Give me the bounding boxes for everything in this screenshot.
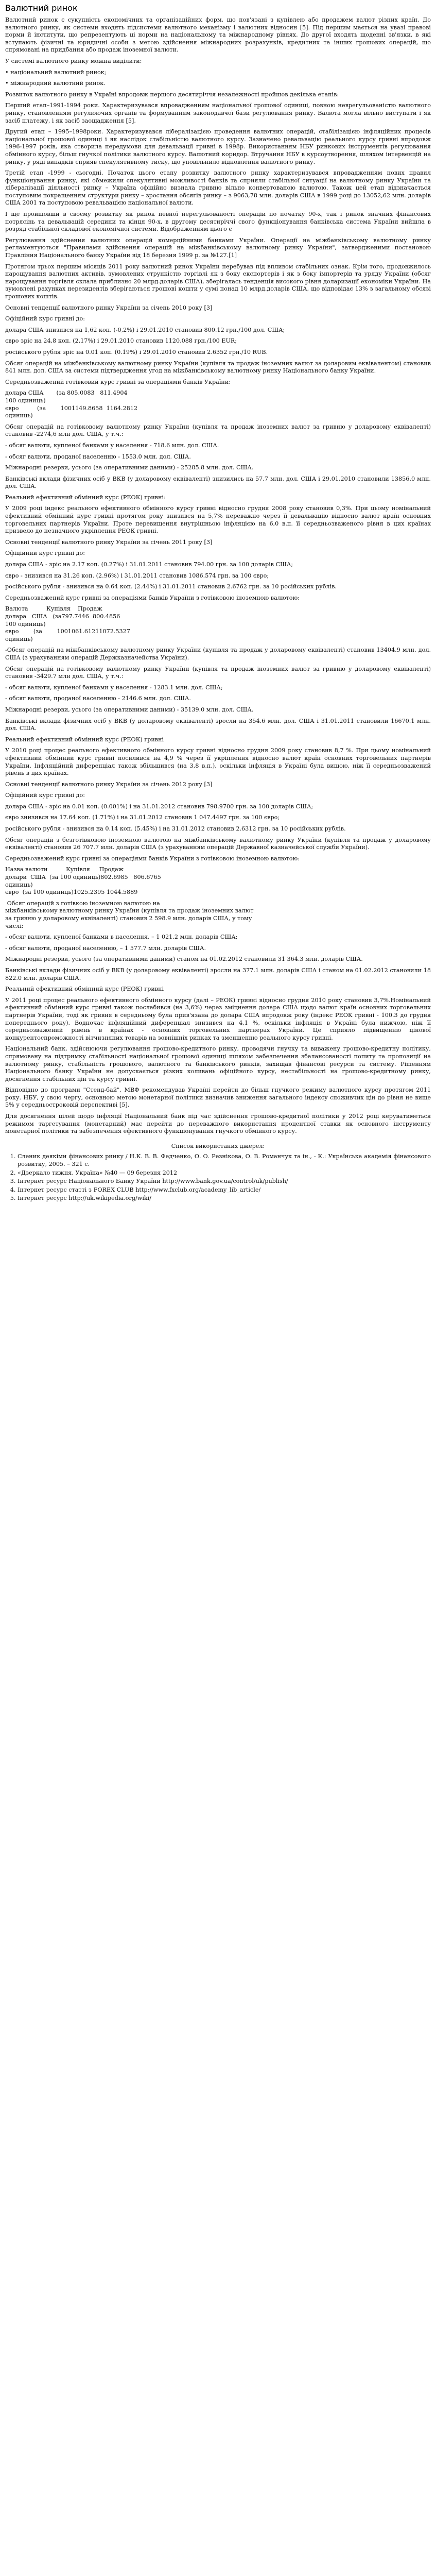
intro-paragraph: Протягом трьох першим місяців 2011 року валютний ринок України перебував під впливом стабільних ознак. Крім того, продовжилось нарощування валютних активів, зумовлених стрункістю торгівлі як з боку експортерів і як з боку імпортерів та уряду України (обсяг нарощування торгівля склала приблизно 20 млрд.доларів США), зберігалась тенденція високого рівня доларизації економіки України. На зумовлені рахунках нерезидентів зберігаються грошові кошти у сумі понад 10 млрд.доларів США, що відповідає 13% з загальному обсязі грошових коштів.: [5, 263, 431, 300]
section-2012-paragraph: Реальний ефективний обмінний курс (РЕОК) гривні: [5, 986, 164, 993]
section-2011-official: Офіційний курс гривні до:: [5, 550, 85, 557]
source-item: 3. Інтернет ресурс Національного Банку України http://www.bank.gov.ua/control/uk/publish/: [18, 1178, 431, 1185]
source-item: 4. Інтернет ресурс статті з FOREX CLUB http://www.fxclub.org/academy_lib_article/: [18, 1187, 431, 1194]
section-2010-paragraph: Реальний ефективний обмінний курс (РЕОК) гривні:: [5, 494, 166, 501]
source-item: 5. Інтернет ресурс http://uk.wikipedia.org/wiki/: [18, 1195, 431, 1202]
section-2012-rate-paragraph: Середньозважений курс гривні за операціями банків України з готівковою іноземною валютою:: [5, 855, 300, 862]
section-2012-official: Офіційний курс гривні до:: [5, 792, 85, 799]
intro-paragraph: Регулювання здійснення валютних операцій комерційними банками України. Операції на міжбанківському валютному ринку регламентуються "Правилами здійснення операцій на міжбанківському валютному ринку України", затвердженими постановою Правління Національного банку України від 18 березня 1999 р. за №127.[1]: [5, 236, 431, 259]
section-2010-paragraph: Міжнародні резерви, усього (за оперативними даними) - 25285.8 млн. дол. США.: [5, 464, 254, 471]
section-2011-paragraph: -Обсяг операцій на міжбанківському валютному ринку України (купівля та продаж у доларовому еквіваленті) становив 13404.9 млн. дол. США (з урахуванням операцій Держказначейства України).: [5, 647, 431, 661]
sources-title: Список використаних джерел:: [171, 1142, 265, 1149]
sources-section: [5, 1143, 431, 1202]
section-2011-paragraph: У 2010 році процес реального ефективного обмінного курсу гривні відносно грудня 2009 року становив 8,7 %. При цьому номінальний ефективний обмінний курс гривні посилився на 4,9 % через її укріплення відносно валют країн основних торговельних партнерів України. Інфляційний диференціал також збільшився (на 3,8 в.п.), оскільки інфляція в Україні була вищою, ніж її середньозважений рівень в цих країнах.: [5, 747, 431, 777]
section-2010-paragraph: Банківські вклади фізичних осіб у ВКВ (у доларовому еквіваленті) знизились на 57.7 млн. дол. США і 29.01.2010 становили 13856.0 млн. дол. США.: [5, 475, 431, 490]
intro-paragraph: Основні тенденції валютного ринку України за січень 2010 року [3]: [5, 304, 213, 311]
intro-paragraph: Офіційний курс гривні до:: [5, 315, 85, 323]
section-2011-paragraph: Реальний ефективний обмінний курс (РЕОК) гривні: [5, 736, 164, 743]
section-2011-paragraph: Міжнародні резерви, усього (за оперативними даними) - 35139.0 млн. дол. США.: [5, 706, 254, 713]
section-2012-paragraph: - обсяг валюти, проданої населенню, – 1 577.7 млн. доларів США.: [5, 944, 206, 952]
section-2010-details: [5, 423, 431, 535]
section-2011-paragraph: - обсяг валюти, проданої населенню - 2146.6 млн. дол. США.: [5, 695, 191, 702]
section-2012-paragraph: Міжнародні резерви, усього (за оперативними даними) станом на 01.02.2012 становили 31 364.3 млн. доларів США.: [5, 956, 363, 963]
section-2012-paragraph: У 2011 році процес реального ефективного обмінного курсу (далі – РЕОК) гривні відносно грудня 2010 року становив 3,7%.Номінальний ефективний обмінний курс гривні також послабився (на 3,6%) через зміцнення долара США щодо валют країн основних торговельних партнерів України, тоді як гривня в середньому була прив'язана до долара США впродовж року (індекс РЕОК гривні - 100.3 до грудня попереднього року). Водночас інфляційний диференціал знизився на 4,1 %, оскільки інфляція в Україні була нижчою, ніж її середньозважений рівень в країнах - основних торговельних партнерах України. Це сприяло підвищенню цінової конкурентоспроможності вітчизняних товарів на зовнішніх ринках та зменшенню реального курсу гривні.: [5, 996, 431, 1041]
intro-paragraph: Валютний ринок є сукупність економічних та організаційних форм, що пов'язані з купівлею або продажем валют різних країн. До валютного ринку, як системи входять підсистеми валютного механізму і валютних відносин [5]. Під першим мається на увазі правові норми й інститути, що репрезентують ці норми на національному та міжнародному рівнях. До другої входять щоденні зв'язки, в які вступають фізичні та юридичні особи з метою здійснення міжнародних розрахунків, кредитних та інших грошових операцій, що спрямовані на придбання або продаж іноземної валюти.: [5, 16, 431, 54]
section-2010-paragraph: Обсяг операцій на готівковому валютному ринку України (купівля та продаж іноземних валют за гривню у доларовому еквіваленті) становив -2274,6 млн дол. США, у т.ч.:: [5, 423, 431, 438]
section-2011-paragraph: Обсяг операцій на готівковому валютному ринку України (купівля та продаж іноземних валют за гривню у доларовому еквіваленті) становив -3429.7 млн дол. США, у т.ч.:: [5, 665, 431, 680]
section-2011-rate-paragraph: долара США - зріс на 2.17 коп. (0.27%) і 31.01.2011 становив 794.00 грн. за 100 доларів США;: [5, 561, 293, 568]
section-2012-rates: [5, 803, 431, 863]
intro-paragraph: У системі валютного ринку можна виділити:: [5, 57, 142, 64]
section-2012-paragraph: Банківські вклади фізичних осіб у ВКВ (у доларовому еквіваленті) зросли на 377.1 млн. доларів США і станом на 01.02.2012 становили 18 822.0 млн. доларів США.: [5, 967, 431, 981]
rates-table-2011: Валюта Купівля Продаж долара США (за797.7446 800.4856 100 одиниць) євро (за 1001061.61211072.5327 одиниць): [5, 605, 130, 642]
section-2010-paragraph: - обсяг валюти, проданої населенню - 1553.0 млн. дол. США.: [5, 453, 191, 460]
section-2010-paragraph: У 2009 році індекс реального ефективного обмінного курсу гривні відносно грудня 2008 року становив 0,3%. При цьому номінальний ефективний обмінний курс гривні протягом року знизився на 5,7% переважно через її девальвацію відносно валют країн основних торговельних партнерів України. Проте перевищення внутрішньою інфляцією на 6,0 в.п. її середньозваженого рівня в цих країнах призвело до незначного укріплення РЕОК гривні.: [5, 505, 431, 535]
rates-table-2012: Назва валюти Купівля Продаж долари США (за 100 одиниць)802.6985 806.6765 одиниць) євро (за 100 одиниць)1025.2395 1044.5889: [5, 866, 161, 896]
intro-paragraph: Другий етап – 1995–1998роки. Характеризувався лібералізацією проведення валютних операцій, стабілізацією інфляційних процесів національної грошової одиниці і як наслідок стабільністю валютного курсу. Зазначено ревальвацію реального курсу гривні впродовж 1996-1997 років, яка створила передумови для девальвації гривні в 1998р. Використанням НБУ ринкових інструментів регулювання обмінного курсу, більш гнучкої політики валютного курсу. Валютний коридор. Втручання НБУ в курсоутворення, шляхом інтервенцій на ринку, у ряді випадків сприяв спекулятивному тиску, що уповільнило відновлення валютного ринку.: [5, 128, 431, 165]
section-2011-paragraph: Банківські вклади фізичних осіб у ВКВ (у доларовому еквіваленті) зросли на 354.6 млн. дол. США і 31.01.2011 становили 16670.1 млн. дол. США.: [5, 717, 431, 732]
section-2012-paragraph: - обсяг валюти, купленої банками в населення, – 1 021.2 млн. доларів США;: [5, 934, 238, 941]
section-2012-paragraph: Обсяг операцій з готівкою іноземною валютою на міжбанківському валютному ринку України (купівля та продаж іноземних валют за гривню у доларовому еквіваленті) становив 2 598.9 млн. доларів США, у тому числі:: [5, 900, 254, 929]
intro-paragraph: Середньозважений готівковий курс гривні за операціями банків України:: [5, 378, 231, 385]
section-2012-paragraph: Для досягнення цілей щодо інфляції Національний банк під час здійснення грошово-кредитної політики у 2012 році керуватиметься режимом таргетування (монетарний) має перейти до переважного використання процентної ставки як основного інструменту монетарної політики та забезпечення ефективного функціонування гнучкого обмінного курсу.: [5, 1113, 431, 1135]
intro-paragraph: • міжнародний валютний ринок.: [5, 80, 106, 87]
section-2011-details: [5, 647, 431, 777]
section-2011-rates: [5, 561, 431, 602]
source-item: 1. Сленик деякіми фінансових ринку / Н.К. В. В. Федченко, О. О. Резнікова, О. В. Романчук та ін., - К.: Українська академія фінансового розвитку, 2005. – 321 с.: [18, 1153, 431, 1168]
section-2012-details: [5, 900, 431, 1136]
source-item: 2. «Дзеркало тижня. Україна» №40 — 09 березня 2012: [18, 1170, 431, 1177]
section-2012-paragraph: Відповідно до програми "Стенд-бай", МВФ рекомендував Україні перейти до більш гнучкого режиму валютного курсу протягом 2011 року. НБУ, у свою чергу, основною метою монетарної політики визначив зниження загального індексу споживчих цін до рівня не вище 5% у середньостроковій перспективі [5].: [5, 1087, 431, 1109]
section-2011-title: Основні тенденції валютного ринку України за січень 2011 року [3]: [5, 538, 213, 546]
sources-list: [18, 1153, 431, 1202]
rates-table-2010: долара США (за 805.0083 811.4904 100 одиниць) євро (за 1001149.8658 1164.2812 одиниць): [5, 389, 138, 419]
page-title: Валютний ринок: [5, 3, 78, 13]
section-2012-title: Основні тенденції валютного ринку України за січень 2012 року [3]: [5, 781, 213, 788]
section-2010-paragraph: - обсяг валюти, купленої банками у населення - 718.6 млн. дол. США.: [5, 442, 219, 449]
section-2012-rate-paragraph: євро знизився на 17.64 коп. (1.71%) і на 31.01.2012 становив 1 047.4497 грн. за 100 євро;: [5, 814, 280, 821]
intro-paragraph: • національний валютний ринок;: [5, 69, 107, 76]
section-2011-rate-paragraph: євро - знизився на 31.26 коп. (2.96%) і 31.01.2011 становив 1086.574 грн. за 100 євро;: [5, 572, 269, 579]
section-2012-rate-paragraph: долара США - зріс на 0.01 коп. (0.001%) і на 31.01.2012 становив 798.9700 грн. за 100 доларів США;: [5, 803, 313, 810]
section-2011-paragraph: - обсяг валюти, купленої банками у населення - 1283.1 млн. дол. США;: [5, 684, 223, 691]
intro-paragraph: І ще пройшовши в своєму розвитку як ринок певної нерегульованості операцій по початку 90-х, так і ринок значних фінансових потрясінь та девальвацій середини та кінця 90-х, в другому десятиріччі свого функціонування банківська система України вийшла в розряд стабільної складової економічної системи. Відображенням цього є: [5, 211, 431, 233]
section-2011-rate-paragraph: російського рубля - знизився на 0.64 коп. (2.44%) і 31.01.2011 становив 2.6762 грн. за 10 російських рублів.: [5, 583, 337, 590]
section-2012-rate-paragraph: російського рубля - знизився на 0.14 коп. (5.45%) і на 31.01.2012 становив 2.6312 грн. за 10 російських рублів.: [5, 825, 346, 833]
section-2011-rate-paragraph: Середньозважений курс гривні за операціями банків України з готівковою іноземною валютою:: [5, 594, 300, 601]
intro-paragraph: Обсяг операцій на міжбанківському валютному ринку України (купівля та продаж іноземних валют за доларовим еквівалентом) становив 841 млн. дол. США за системи підтвердження угод на міжбанківському валютному ринку Національного банку України.: [5, 360, 431, 375]
intro-paragraph: Перший етап–1991-1994 роки. Характеризувався впровадженням національної грошової одиниці, повною неврегульованістю валютного ринку, становленням регулюючих органів та формуванням законодавчої бази регулювання ринку. Валюта могла вільно виступати і як засіб платежу, і як засіб заощадження [5].: [5, 102, 431, 124]
intro-paragraph: Третій етап -1999 - сьогодні. Початок цього етапу розвитку валютного ринку характеризувався впровадженням нових правил функціонування ринку, які обмежили спекулятивні можливості банків та сприяли стабільної ситуації на валютному ринку України та лібералізації діяльності ринку – Україна офіційно визнала гривню вільно конвертованою валютою. Також цей етап відзначається поступовим покращенням структури ринку – зростання обсягів ринку – з 9063,78 млн. доларів США в 1999 році до 13052,62 млн. доларів США 2001 та поступовою ревальвацією національної валюти.: [5, 170, 431, 207]
intro-paragraph: Розвиток валютного ринку в Україні впродовж першого десятиріччя незалежності пройшов декілька етапів:: [5, 91, 339, 98]
section-2012-paragraph: Національний банк, здійснюючи регулювання грошово-кредитного ринку, проводячи гнучку та виважену грошово-кредитну політику, спрямовану на підтримку стабільності національної грошової одиниці шляхом забезпечення збалансованості попиту та пропозиції на валютному ринку, стабільність грошового, валютного та банківського ринків, захищав фінансові ресурси та систему. Рішенням Національного банку України не допускається різких коливань офіційного курсу, нестабільності на грошово-кредитному ринку, досягнення стабільних цін та курсу гривні.: [5, 1045, 431, 1082]
intro-paragraph: долара США знизився на 1,62 коп. (-0,2%) і 29.01.2010 становив 800.12 грн./100 дол. США;: [5, 326, 285, 333]
document: [0, 0, 436, 1202]
section-2012-rate-paragraph: Обсяг операцій з безготівковою іноземною валютою на міжбанківському валютному ринку України (купівля та продаж у доларовому еквіваленті) становив 26 707.7 млн. доларів США (з урахуванням операцій Державної казначейської служби України).: [5, 836, 431, 851]
intro-paragraph: євро зріс на 24,8 коп. (2,17%) і 29.01.2010 становив 1120.088 грн./100 EUR;: [5, 337, 237, 345]
intro-section: [5, 16, 431, 386]
intro-paragraph: російського рубля зріс на 0.01 коп. (0.19%) і 29.01.2010 становив 2.6352 грн./10 RUB.: [5, 348, 268, 355]
